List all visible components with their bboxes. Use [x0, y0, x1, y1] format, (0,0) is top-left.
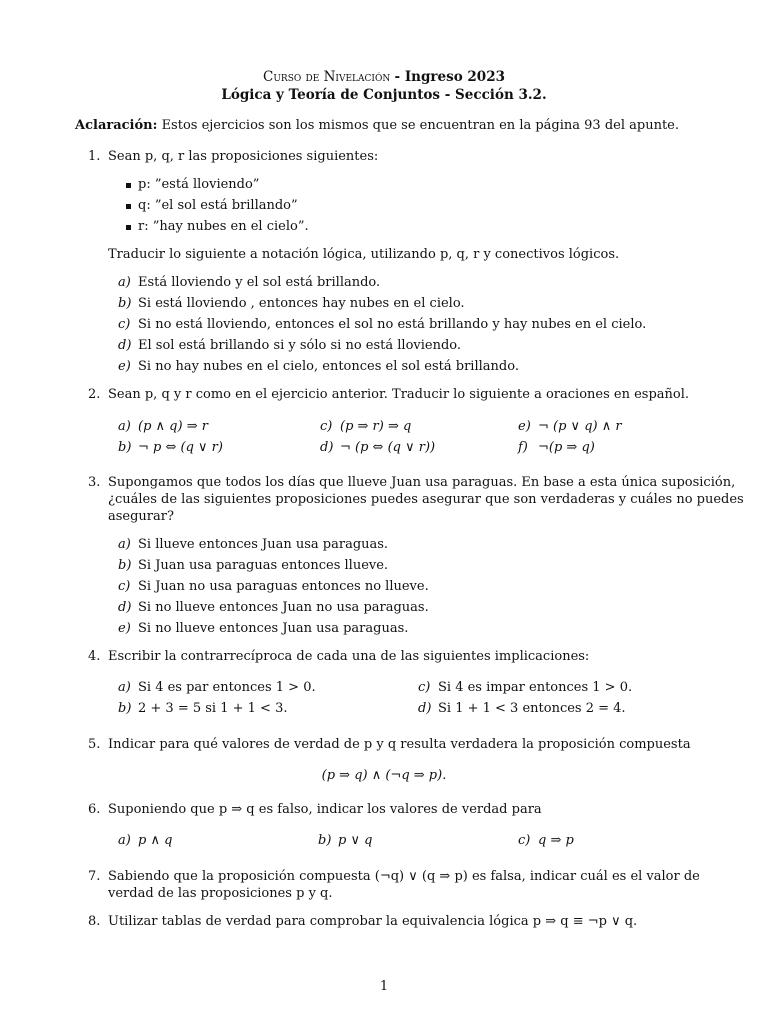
item-label: b) — [318, 833, 332, 848]
bullet — [126, 204, 131, 209]
exercise-number: 5. — [88, 737, 101, 752]
exercise-8-text: Utilizar tablas de verdad para comprobar la equivalencia lógica p ⇒ q ≡ ¬p ∨ q. — [108, 914, 638, 929]
item-label: c) — [118, 579, 131, 594]
note-label: Aclaración: — [75, 118, 158, 133]
bullet — [126, 225, 131, 230]
exercise-3-intro-line: asegurar? — [108, 509, 174, 524]
item-label: c) — [418, 680, 431, 695]
exercise-4-intro: Escribir la contrarrecíproca de cada una de las siguientes implicaciones: — [108, 649, 590, 664]
item-text: Si está lloviendo , entonces hay nubes en el cielo. — [138, 296, 465, 311]
item-label: c) — [518, 833, 531, 848]
item-text: El sol está brillando si y sólo si no está lloviendo. — [138, 338, 462, 353]
item-label: b) — [118, 440, 132, 455]
item-label: f) — [518, 440, 528, 455]
course-name: Curso de Nivelación — [263, 69, 391, 85]
item-text: Si 4 es impar entonces 1 > 0. — [438, 680, 633, 695]
item-formula: ¬ (p ∨ q) ∧ r — [538, 419, 622, 434]
item-text: Si no llueve entonces Juan usa paraguas. — [138, 621, 409, 636]
item-text: Está lloviendo y el sol está brillando. — [138, 275, 381, 290]
item-formula: q ⇒ p — [538, 833, 574, 848]
exercise-5-intro: Indicar para qué valores de verdad de p y q resulta verdadera la proposición compuesta — [108, 737, 691, 752]
exercise-1-prop: p: ”está lloviendo” — [138, 177, 260, 192]
item-formula: ¬(p ⇒ q) — [538, 440, 595, 455]
exercise-1-instruction: Traducir lo siguiente a notación lógica, utilizando p, q, r y conectivos lógicos. — [108, 247, 620, 262]
item-formula: (p ∧ q) ⇒ r — [138, 419, 208, 434]
item-label: a) — [118, 275, 131, 290]
item-text: Si no está lloviendo, entonces el sol no está brillando y hay nubes en el cielo. — [138, 317, 647, 332]
item-text: Si 1 + 1 < 3 entonces 2 = 4. — [438, 701, 626, 716]
item-label: d) — [118, 338, 132, 353]
exercise-1-intro: Sean p, q, r las proposiciones siguientes: — [108, 149, 379, 164]
page-number: 1 — [379, 979, 389, 994]
exercise-number: 7. — [88, 869, 101, 884]
note-text: Estos ejercicios son los mismos que se encuentran en la página 93 del apunte. — [161, 118, 680, 133]
item-label: d) — [418, 701, 432, 716]
item-text: 2 + 3 = 5 si 1 + 1 < 3. — [138, 701, 288, 716]
item-label: b) — [118, 558, 132, 573]
exercise-7-line: Sabiendo que la proposición compuesta (¬q) ∨ (q ⇒ p) es falsa, indicar cuál es el valor de — [108, 869, 700, 884]
item-label: d) — [118, 600, 132, 615]
item-formula: ¬ p ⇔ (q ∨ r) — [138, 440, 223, 455]
exercise-7-line: verdad de las proposiciones p y q. — [108, 886, 333, 901]
course-ingreso: - Ingreso 2023 — [394, 69, 505, 85]
item-label: b) — [118, 296, 132, 311]
exercise-number: 2. — [88, 387, 101, 402]
exercise-6-intro: Suponiendo que p ⇒ q es falso, indicar los valores de verdad para — [108, 802, 542, 817]
exercise-5-formula: (p ⇒ q) ∧ (¬q ⇒ p). — [321, 768, 447, 783]
item-text: Si 4 es par entonces 1 > 0. — [138, 680, 316, 695]
item-text: Si Juan no usa paraguas entonces no llueve. — [138, 579, 429, 594]
exercise-number: 1. — [88, 149, 101, 164]
item-label: d) — [320, 440, 334, 455]
note — [75, 117, 679, 135]
item-label: b) — [118, 701, 132, 716]
item-formula: ¬ (p ⇔ (q ∨ r)) — [340, 440, 436, 455]
item-text: Si no llueve entonces Juan no usa paraguas. — [138, 600, 429, 615]
exercise-number: 8. — [88, 914, 101, 929]
item-text: Si llueve entonces Juan usa paraguas. — [138, 537, 389, 552]
item-formula: p ∧ q — [138, 833, 173, 848]
item-label: a) — [118, 680, 131, 695]
item-text: Si Juan usa paraguas entonces llueve. — [138, 558, 389, 573]
item-formula: (p ⇒ r) ⇒ q — [340, 419, 412, 434]
item-label: a) — [118, 833, 131, 848]
course-title — [0, 68, 768, 86]
exercise-number: 4. — [88, 649, 101, 664]
exercise-2-intro: Sean p, q y r como en el ejercicio anterior. Traducir lo siguiente a oraciones en español. — [108, 387, 690, 402]
item-label: c) — [320, 419, 333, 434]
exercise-number: 3. — [88, 475, 101, 490]
section-title: Lógica y Teoría de Conjuntos - Sección 3.2. — [221, 87, 547, 103]
item-label: c) — [118, 317, 131, 332]
item-label: e) — [118, 359, 131, 374]
item-text: Si no hay nubes en el cielo, entonces el sol está brillando. — [138, 359, 519, 374]
exercise-1-prop: q: ”el sol está brillando” — [138, 198, 298, 213]
exercise-number: 6. — [88, 802, 101, 817]
item-label: e) — [118, 621, 131, 636]
exercise-3-intro-line: ¿cuáles de las siguientes proposiciones puedes asegurar que son verdaderas y cuáles no puedes — [108, 492, 744, 507]
item-formula: p ∨ q — [338, 833, 373, 848]
exercise-1-prop: r: ”hay nubes en el cielo”. — [138, 219, 309, 234]
exercise-3-intro-line: Supongamos que todos los días que llueve Juan usa paraguas. En base a esta única suposición, — [108, 475, 736, 490]
bullet — [126, 183, 131, 188]
item-label: a) — [118, 419, 131, 434]
item-label: a) — [118, 537, 131, 552]
item-label: e) — [518, 419, 531, 434]
